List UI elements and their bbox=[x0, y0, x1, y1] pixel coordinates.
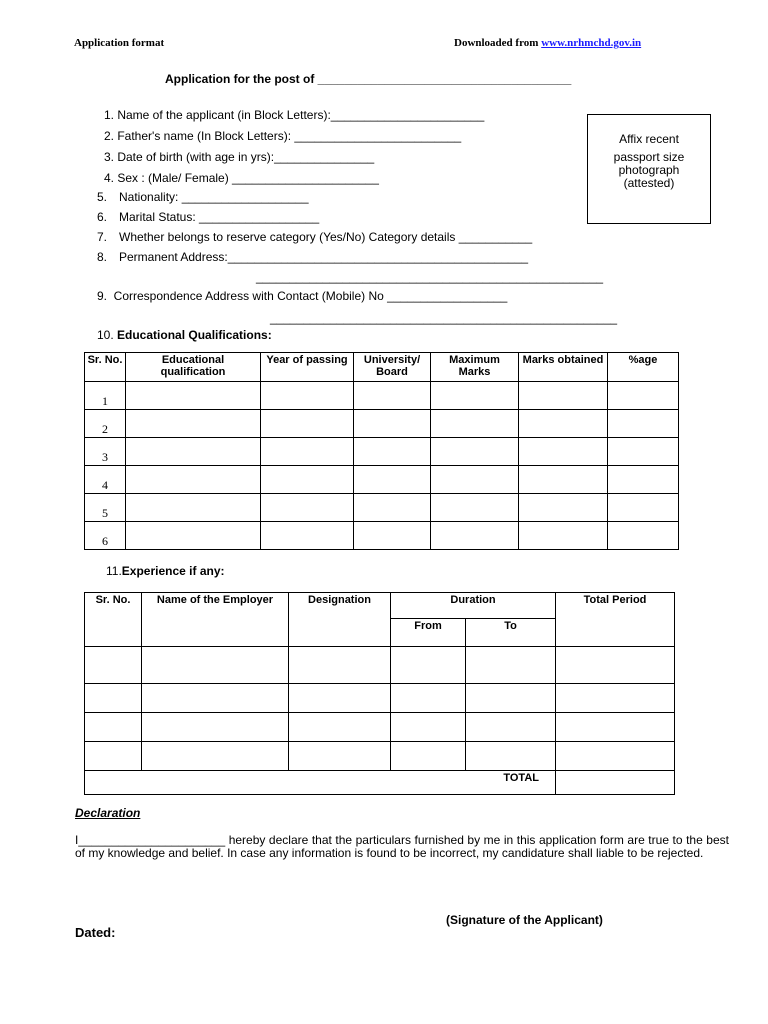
education-header-row bbox=[85, 353, 679, 382]
field-address-num: 8. bbox=[97, 250, 108, 264]
table-cell[interactable] bbox=[608, 410, 679, 438]
table-cell[interactable] bbox=[354, 410, 431, 438]
exp-col-from: From bbox=[391, 619, 466, 647]
table-row bbox=[85, 466, 679, 494]
table-cell[interactable] bbox=[261, 410, 354, 438]
table-cell[interactable] bbox=[431, 410, 519, 438]
table-cell[interactable] bbox=[142, 742, 289, 771]
table-row bbox=[85, 742, 675, 771]
table-cell[interactable] bbox=[608, 494, 679, 522]
table-cell[interactable] bbox=[261, 382, 354, 410]
table-cell[interactable] bbox=[466, 713, 556, 742]
header-left: Application format bbox=[74, 37, 165, 49]
source-link[interactable]: www.nrhmchd.gov.in bbox=[541, 37, 642, 49]
row-number: 1 bbox=[85, 382, 126, 410]
experience-heading-num: 11. bbox=[106, 564, 122, 578]
edu-col-marks-obtained: Marks obtained bbox=[519, 353, 608, 382]
table-row bbox=[85, 684, 675, 713]
experience-heading bbox=[106, 564, 225, 578]
field-sex: 4. Sex : (Male/ Female) ______________________ bbox=[104, 171, 379, 185]
table-cell[interactable] bbox=[85, 742, 142, 771]
field-marital-status: Marital Status: __________________ bbox=[119, 210, 320, 224]
exp-col-duration: Duration bbox=[391, 593, 556, 619]
experience-header-row bbox=[85, 593, 675, 619]
exp-col-designation: Designation bbox=[289, 593, 391, 647]
table-cell[interactable] bbox=[126, 410, 261, 438]
field-correspondence-address: 9. Correspondence Address with Contact (Mobile) No __________________ bbox=[97, 289, 508, 303]
total-label: TOTAL bbox=[85, 771, 556, 795]
table-cell[interactable] bbox=[289, 713, 391, 742]
table-row bbox=[85, 713, 675, 742]
education-heading-num: 10. bbox=[97, 328, 118, 342]
edu-col-max-marks: Maximum Marks bbox=[431, 353, 519, 382]
table-row bbox=[85, 410, 679, 438]
field-category-num: 7. bbox=[97, 230, 108, 244]
table-cell[interactable] bbox=[608, 438, 679, 466]
table-cell[interactable] bbox=[354, 466, 431, 494]
table-cell[interactable] bbox=[431, 382, 519, 410]
table-cell[interactable] bbox=[519, 410, 608, 438]
total-row bbox=[85, 771, 675, 795]
table-cell[interactable] bbox=[608, 466, 679, 494]
experience-heading-text: Experience if any: bbox=[121, 564, 225, 578]
table-cell[interactable] bbox=[519, 382, 608, 410]
table-cell[interactable] bbox=[466, 742, 556, 771]
education-table bbox=[84, 352, 679, 550]
field-marital-num: 6. bbox=[97, 210, 108, 224]
row-number: 2 bbox=[85, 410, 126, 438]
edu-col-year: Year of passing bbox=[261, 353, 354, 382]
edu-col-qualification: Educational qualification bbox=[126, 353, 261, 382]
table-cell[interactable] bbox=[142, 713, 289, 742]
page-title: Application for the post of ______________________________________ bbox=[165, 72, 572, 86]
table-cell[interactable] bbox=[354, 494, 431, 522]
declaration-heading: Declaration bbox=[75, 806, 141, 820]
table-cell[interactable] bbox=[556, 742, 675, 771]
table-cell[interactable] bbox=[85, 647, 142, 684]
edu-col-university: University/ Board bbox=[354, 353, 431, 382]
downloaded-from bbox=[454, 36, 641, 50]
table-row bbox=[85, 494, 679, 522]
edu-col-sr: Sr. No. bbox=[85, 353, 126, 382]
table-cell[interactable] bbox=[466, 647, 556, 684]
table-cell[interactable] bbox=[519, 466, 608, 494]
table-cell[interactable] bbox=[431, 494, 519, 522]
photo-box bbox=[587, 114, 711, 224]
table-cell[interactable] bbox=[289, 742, 391, 771]
table-cell[interactable] bbox=[261, 522, 354, 550]
row-number: 4 bbox=[85, 466, 126, 494]
photo-line-4: (attested) bbox=[623, 176, 675, 190]
field-correspondence-address-line2: ____________________________________________________ bbox=[270, 311, 618, 325]
table-cell[interactable] bbox=[391, 742, 466, 771]
photo-line-3: photograph bbox=[618, 163, 680, 177]
total-period-cell[interactable] bbox=[556, 771, 675, 795]
table-cell[interactable] bbox=[126, 382, 261, 410]
downloaded-prefix: Downloaded from bbox=[454, 37, 542, 49]
row-number: 6 bbox=[85, 522, 126, 550]
table-cell[interactable] bbox=[431, 438, 519, 466]
table-cell[interactable] bbox=[142, 647, 289, 684]
table-cell[interactable] bbox=[261, 438, 354, 466]
table-cell[interactable] bbox=[519, 494, 608, 522]
field-name: 1. Name of the applicant (in Block Letters):_______________________ bbox=[104, 108, 485, 122]
signature-label: (Signature of the Applicant) bbox=[446, 913, 603, 927]
exp-col-sr: Sr. No. bbox=[85, 593, 142, 647]
table-cell[interactable] bbox=[126, 522, 261, 550]
dated-label: Dated: bbox=[75, 925, 116, 940]
field-dob: 3. Date of birth (with age in yrs):_______________ bbox=[104, 150, 375, 164]
field-nationality-num: 5. bbox=[97, 190, 108, 204]
row-number: 5 bbox=[85, 494, 126, 522]
field-reserve-category: Whether belongs to reserve category (Yes/No) Category details ___________ bbox=[119, 230, 533, 244]
table-cell[interactable] bbox=[261, 466, 354, 494]
field-permanent-address-line2: ____________________________________________________ bbox=[256, 270, 604, 284]
table-cell[interactable] bbox=[431, 466, 519, 494]
education-heading bbox=[97, 328, 272, 342]
education-heading-text: Educational Qualifications: bbox=[117, 328, 272, 342]
table-cell[interactable] bbox=[519, 438, 608, 466]
experience-table bbox=[84, 592, 675, 795]
row-number: 3 bbox=[85, 438, 126, 466]
table-cell[interactable] bbox=[608, 382, 679, 410]
table-cell[interactable] bbox=[85, 713, 142, 742]
edu-col-percentage: %age bbox=[608, 353, 679, 382]
exp-col-employer: Name of the Employer bbox=[142, 593, 289, 647]
table-cell[interactable] bbox=[126, 466, 261, 494]
table-row bbox=[85, 647, 675, 684]
table-cell[interactable] bbox=[354, 438, 431, 466]
field-permanent-address: Permanent Address:_____________________________________________ bbox=[119, 250, 529, 264]
table-cell[interactable] bbox=[142, 684, 289, 713]
table-row bbox=[85, 438, 679, 466]
field-nationality: Nationality: ___________________ bbox=[119, 190, 309, 204]
table-cell[interactable] bbox=[556, 713, 675, 742]
table-cell[interactable] bbox=[126, 494, 261, 522]
field-father-name: 2. Father's name (In Block Letters): _________________________ bbox=[104, 129, 462, 143]
table-cell[interactable] bbox=[608, 522, 679, 550]
photo-line-2: passport size bbox=[613, 150, 685, 164]
table-cell[interactable] bbox=[391, 647, 466, 684]
table-cell[interactable] bbox=[289, 684, 391, 713]
table-cell[interactable] bbox=[391, 684, 466, 713]
table-cell[interactable] bbox=[519, 522, 608, 550]
table-row bbox=[85, 382, 679, 410]
table-row bbox=[85, 522, 679, 550]
exp-col-to: To bbox=[466, 619, 556, 647]
table-cell[interactable] bbox=[556, 684, 675, 713]
table-cell[interactable] bbox=[354, 382, 431, 410]
table-cell[interactable] bbox=[354, 522, 431, 550]
declaration-text: I______________________ hereby declare that the particulars furnished by me in this application form are true to the best of my knowledge and belief. In case any information is found to be incorrect, my candidature shall liable to be rejected. bbox=[75, 833, 729, 860]
table-cell[interactable] bbox=[261, 494, 354, 522]
table-cell[interactable] bbox=[85, 684, 142, 713]
exp-col-total-period: Total Period bbox=[556, 593, 675, 647]
table-cell[interactable] bbox=[556, 647, 675, 684]
table-cell[interactable] bbox=[391, 713, 466, 742]
table-cell[interactable] bbox=[126, 438, 261, 466]
photo-line-1: Affix recent bbox=[619, 132, 679, 146]
table-cell[interactable] bbox=[431, 522, 519, 550]
table-cell[interactable] bbox=[466, 684, 556, 713]
table-cell[interactable] bbox=[289, 647, 391, 684]
